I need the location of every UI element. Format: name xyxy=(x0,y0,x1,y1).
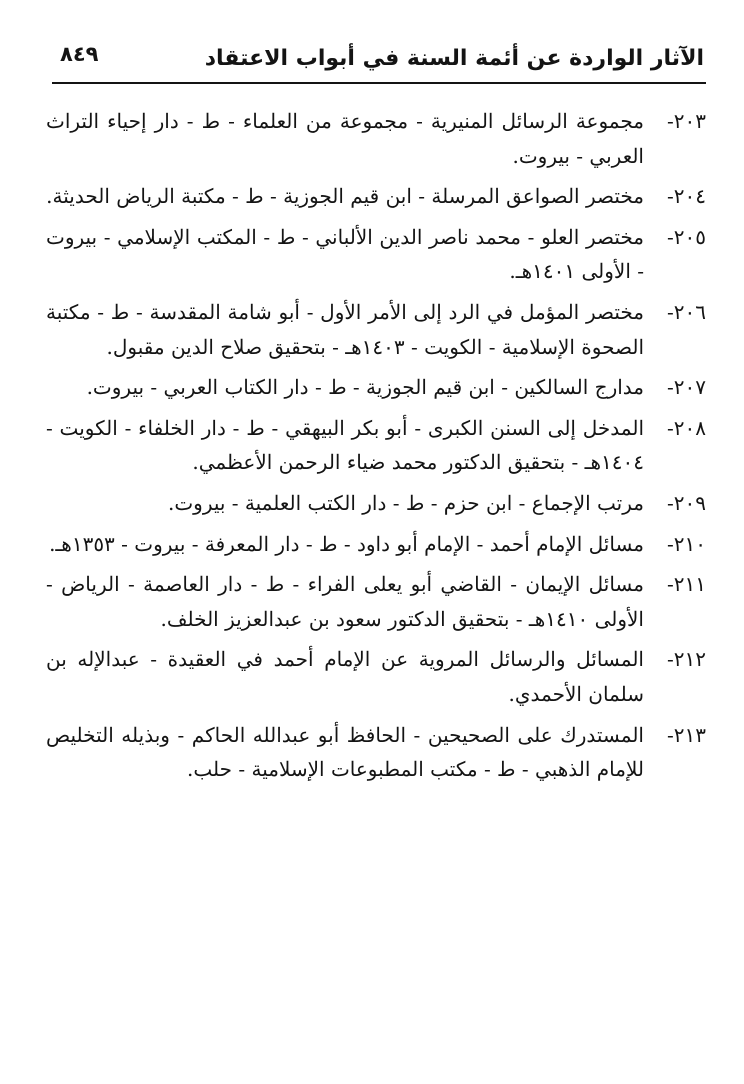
bibliography-entry-203 xyxy=(46,104,706,173)
bibliography-entry-204 xyxy=(46,179,706,214)
bibliography-entry-212 xyxy=(46,642,706,711)
entry-text: المدخل إلى السنن الكبرى - أبو بكر البيهقي - ط - دار الخلفاء - الكويت - ١٤٠٤هـ - بتحقيق الدكتور محمد ضياء الرحمن الأعظمي. xyxy=(46,415,644,475)
entry-text: مسائل الإمام أحمد - الإمام أبو داود - ط - دار المعرفة - بيروت - ١٣٥٣هـ. xyxy=(49,531,644,556)
page-number: ٨٤٩ xyxy=(60,42,99,66)
bibliography-entry-205 xyxy=(46,220,706,289)
entry-number: ٢١٢- xyxy=(667,647,706,672)
entry-number: ٢٠٦- xyxy=(667,299,706,324)
entry-number: ٢٠٣- xyxy=(667,109,706,133)
bibliography-entry-207 xyxy=(46,370,706,405)
bibliography-entry-206 xyxy=(46,295,706,364)
entry-number: ٢٠٩- xyxy=(667,490,706,515)
bibliography-entry-210 xyxy=(46,527,706,562)
entry-number: ٢٠٤- xyxy=(667,184,706,209)
entry-number: ٢١٣- xyxy=(667,722,706,747)
entry-number: ٢١١- xyxy=(667,572,706,597)
entry-text: مدارج السالكين - ابن قيم الجوزية - ط - دار الكتاب العربي - بيروت. xyxy=(86,375,644,400)
running-header xyxy=(55,38,704,82)
entry-text: مختصر الصواعق المرسلة - ابن قيم الجوزية - ط - مكتبة الرياض الحديثة. xyxy=(46,184,644,209)
entry-number: ٢٠٨- xyxy=(667,415,706,440)
entry-number: ٢١٠- xyxy=(667,531,706,556)
entry-text: مختصر العلو - محمد ناصر الدين الألباني - ط - المكتب الإسلامي - بيروت - الأولى ١٤٠١هـ. xyxy=(46,224,644,284)
bibliography-entry-211 xyxy=(46,567,706,636)
running-header-title: الآثار الواردة عن أئمة السنة في أبواب الاعتقاد xyxy=(204,46,704,71)
entry-text: مجموعة الرسائل المنيرية - مجموعة من العلماء - ط - دار إحياء التراث العربي - بيروت. xyxy=(46,109,644,168)
entry-number: ٢٠٧- xyxy=(667,375,706,400)
entry-number: ٢٠٥- xyxy=(667,224,706,249)
entry-text: المسائل والرسائل المروية عن الإمام أحمد في العقيدة - عبدالإله بن سلمان الأحمدي. xyxy=(46,647,644,706)
bibliography-entry-208 xyxy=(46,411,706,480)
entry-text: المستدرك على الصحيحين - الحافظ أبو عبدالله الحاكم - وبذيله التخليص للإمام الذهبي - ط - مكتب المطبوعات الإسلامية - حلب. xyxy=(46,722,644,782)
entry-text: مرتب الإجماع - ابن حزم - ط - دار الكتب العلمية - بيروت. xyxy=(167,490,644,515)
entry-text: مختصر المؤمل في الرد إلى الأمر الأول - أبو شامة المقدسة - ط - مكتبة الصحوة الإسلامية - الكويت - ١٤٠٣هـ - بتحقيق صلاح الدين مقبول. xyxy=(46,299,644,359)
bibliography-entry-209 xyxy=(46,486,706,521)
bibliography-list xyxy=(46,104,706,793)
entry-text: مسائل الإيمان - القاضي أبو يعلى الفراء - ط - دار العاصمة - الرياض - الأولى ١٤١٠هـ - بتحقيق الدكتور سعود بن عبدالعزيز الخلف. xyxy=(46,572,644,631)
header-rule xyxy=(52,82,706,84)
bibliography-entry-213 xyxy=(46,718,706,787)
